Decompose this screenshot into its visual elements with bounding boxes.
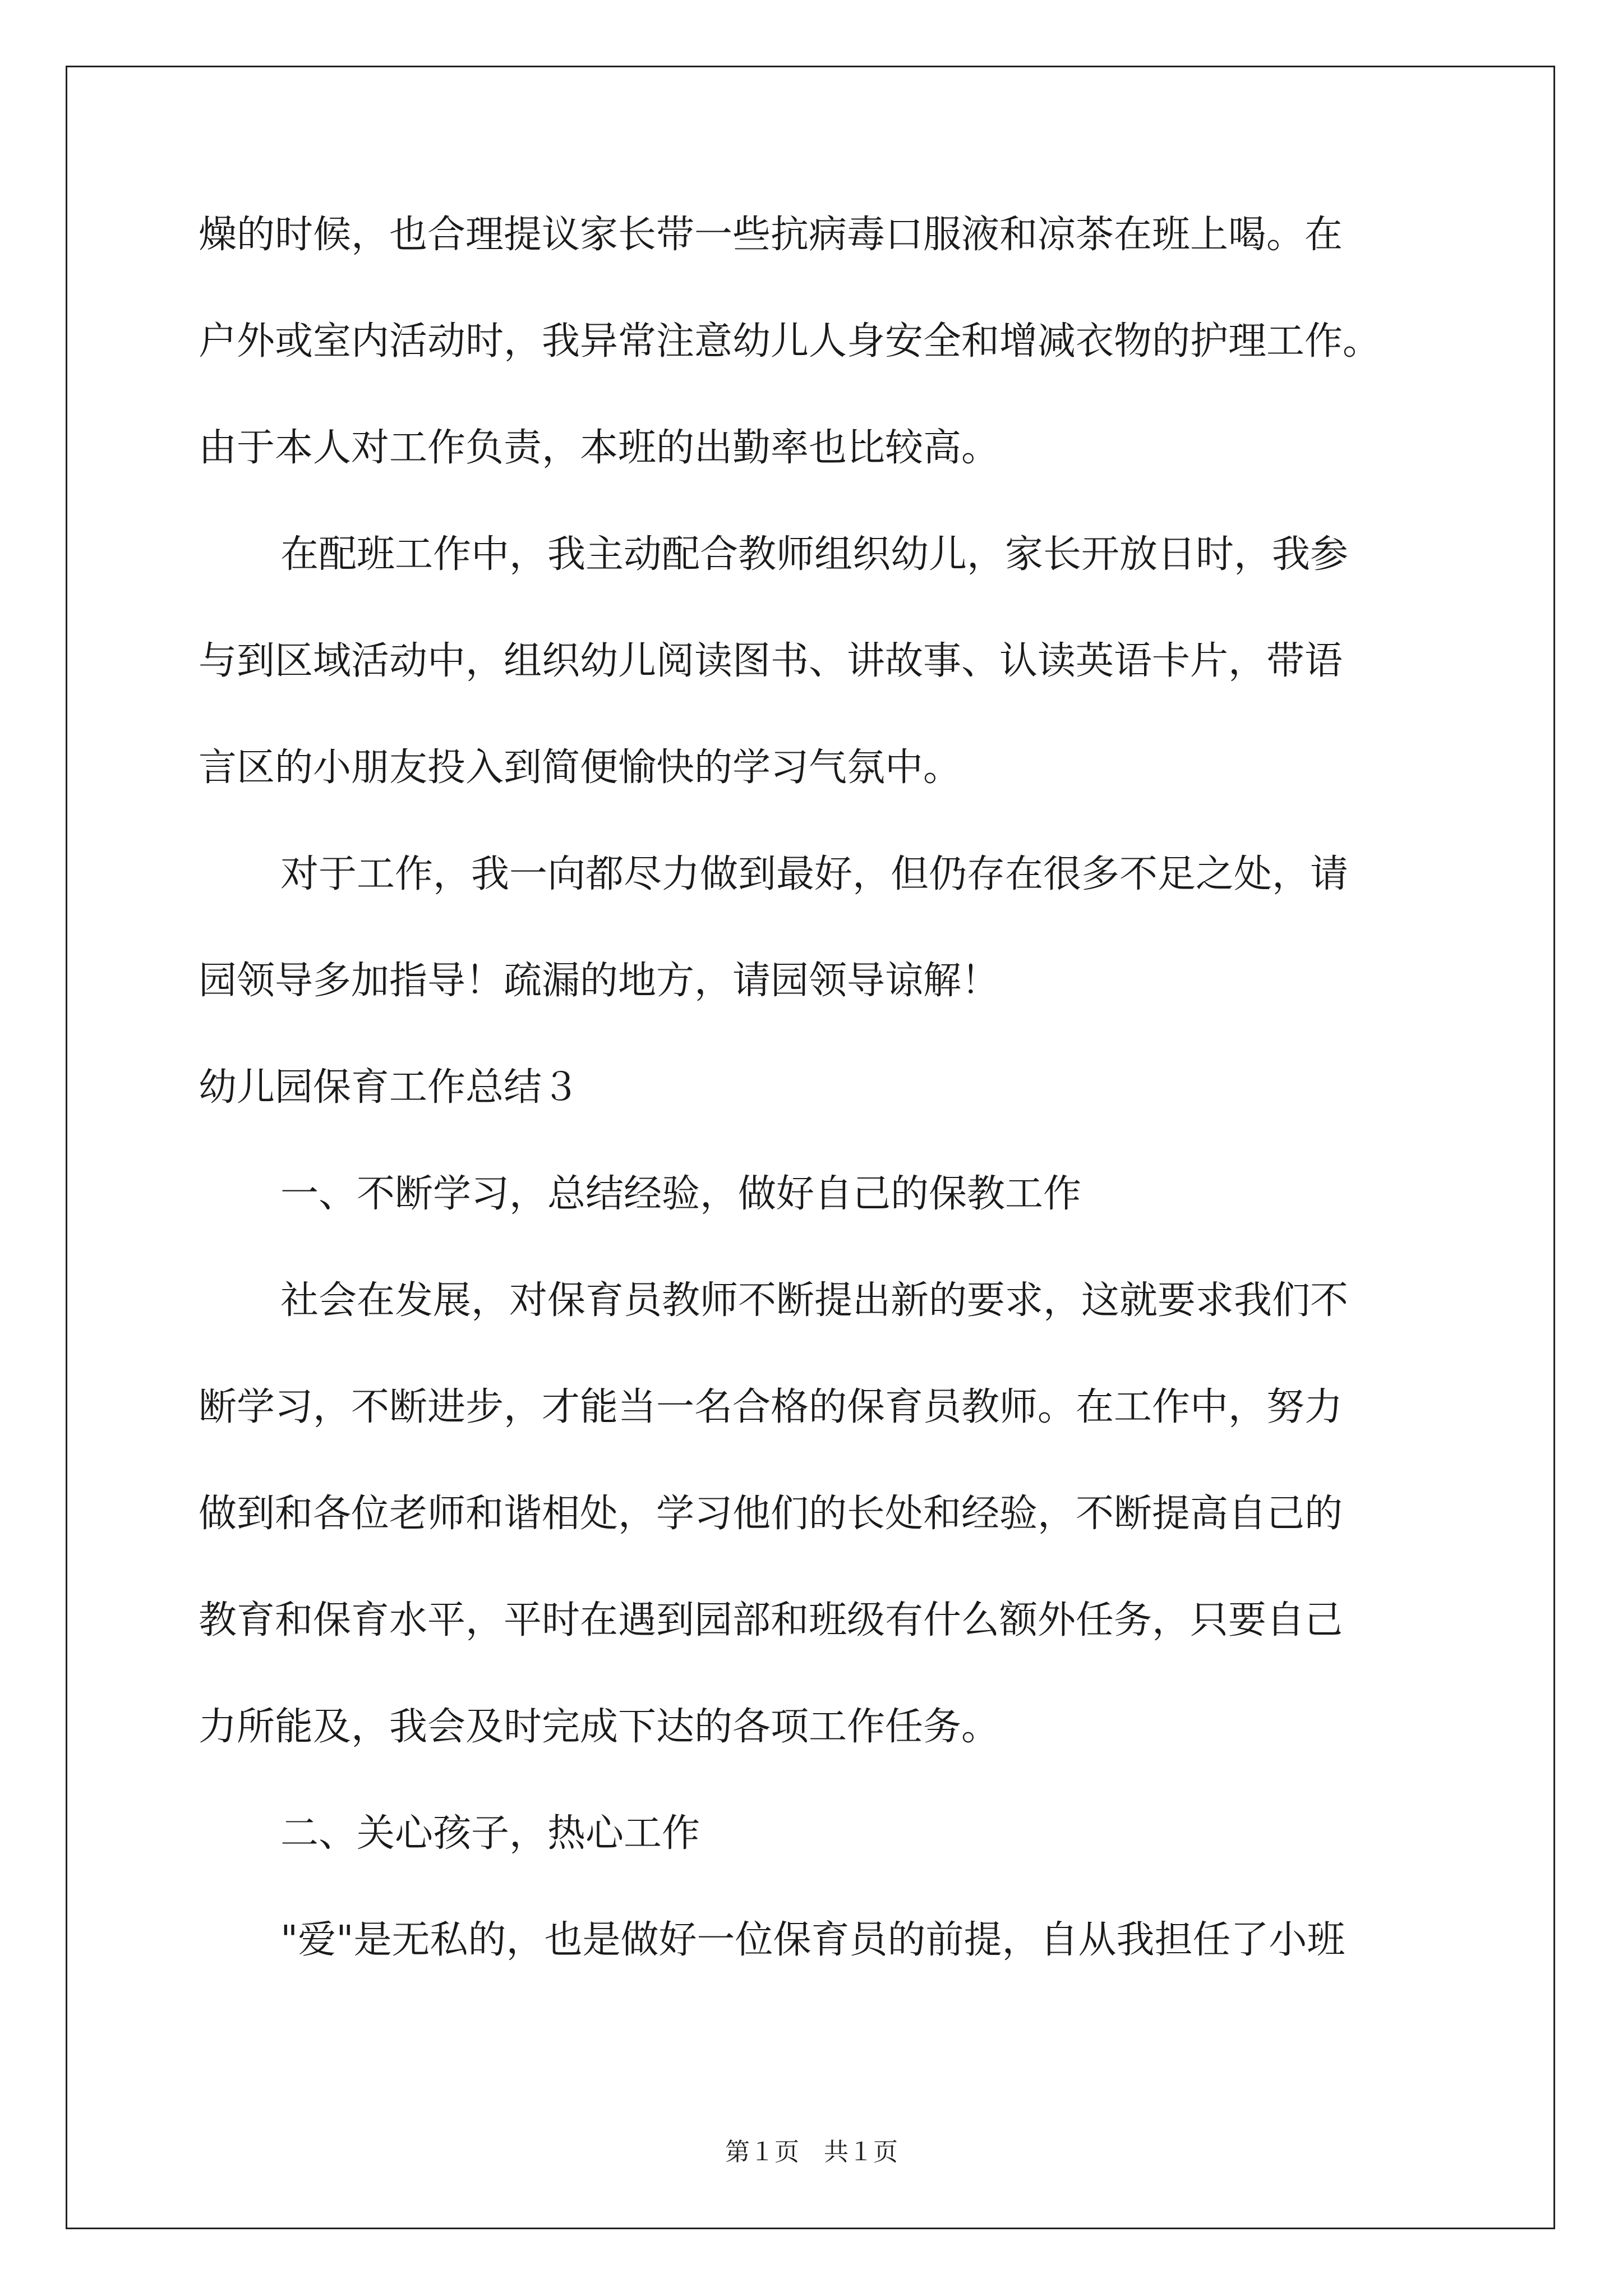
text-line: 由于本人对工作负责，本班的出勤率也比较高。 [199, 426, 1000, 470]
text-line: 断学习，不断进步，才能当一名合格的保育员教师。在工作中，努力 [199, 1385, 1343, 1429]
text-line: 园领导多加指导！疏漏的地方，请园领导谅解！ [199, 959, 1000, 1003]
text-line: 社会在发展，对保育员教师不断提出新的要求，这就要求我们不 [280, 1278, 1349, 1323]
subsection-heading: 一、不断学习，总结经验，做好自己的保教工作 [280, 1172, 1082, 1216]
document-body [199, 213, 1477, 2028]
text-line: 力所能及，我会及时完成下达的各项工作任务。 [199, 1705, 1000, 1749]
text-line: 在配班工作中，我主动配合教师组织幼儿，家长开放日时，我参 [280, 532, 1349, 577]
subsection-heading: 二、关心孩子，热心工作 [280, 1811, 700, 1856]
section-heading: 幼儿园保育工作总结３ [199, 1065, 580, 1110]
page-footer: 第１页 共１页 [725, 2138, 898, 2166]
text-line: 做到和各位老师和谐相处，学习他们的长处和经验，不断提高自己的 [199, 1492, 1343, 1536]
text-line: "爱"是无私的，也是做好一位保育员的前提，自从我担任了小班 [280, 1918, 1345, 1962]
text-line: 燥的时候，也合理提议家长带一些抗病毒口服液和凉茶在班上喝。在 [199, 213, 1343, 257]
text-line: 教育和保育水平，平时在遇到园部和班级有什么额外任务，只要自己 [199, 1598, 1343, 1642]
text-line: 与到区域活动中，组织幼儿阅读图书、讲故事、认读英语卡片，带语 [199, 639, 1343, 683]
text-line: 户外或室内活动时，我异常注意幼儿人身安全和增减衣物的护理工作。 [199, 319, 1381, 364]
text-line: 对于工作，我一向都尽力做到最好，但仍存在很多不足之处，请 [280, 852, 1349, 896]
text-line: 言区的小朋友投入到简便愉快的学习气氛中。 [199, 746, 962, 790]
